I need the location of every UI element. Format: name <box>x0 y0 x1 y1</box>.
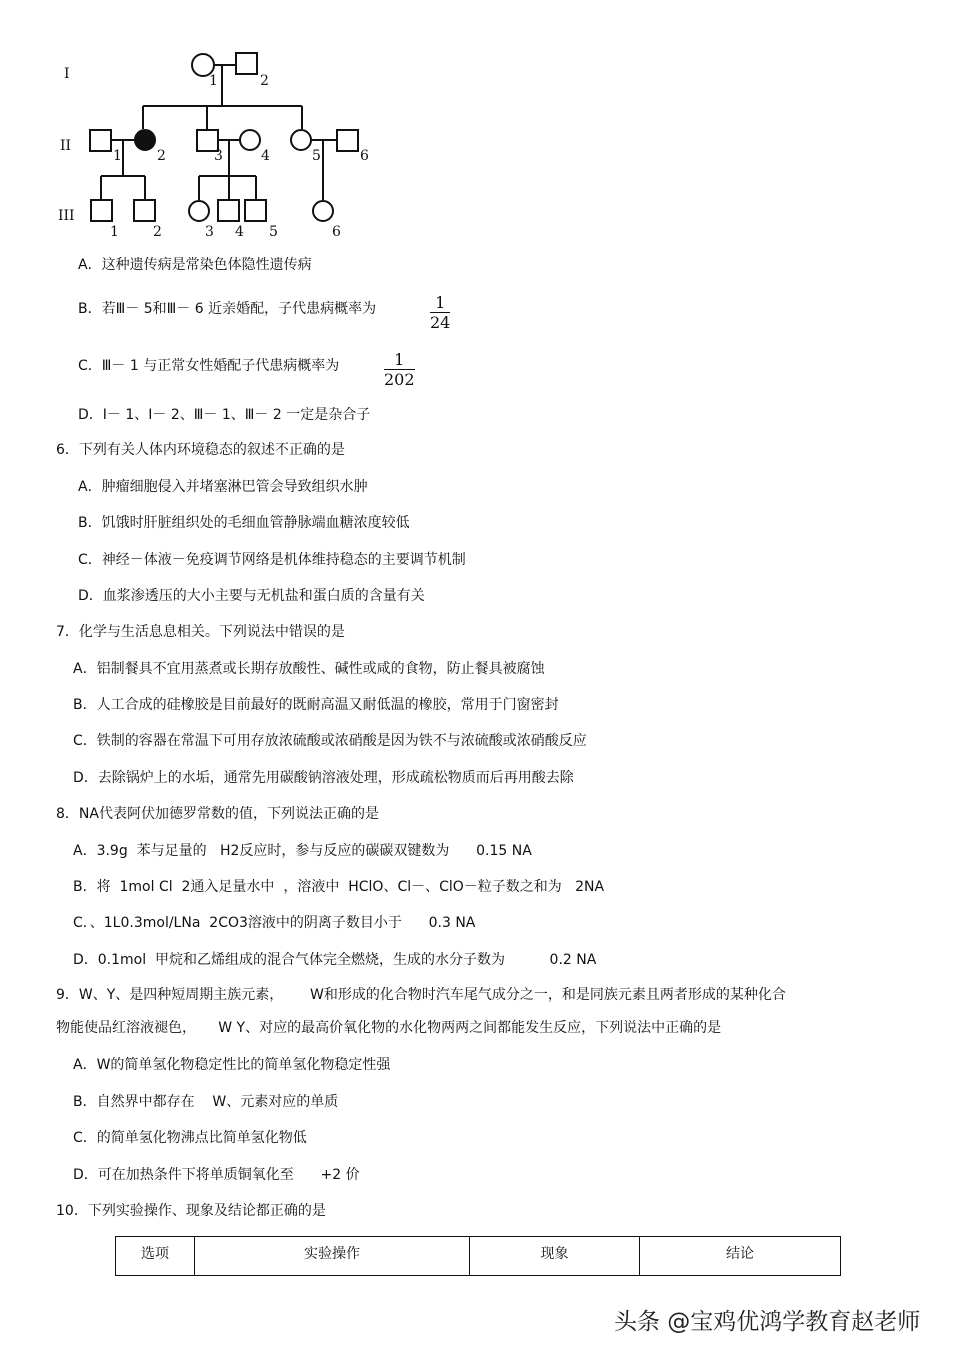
individual-number: 3 <box>205 224 214 240</box>
numerator: 1 <box>430 293 450 313</box>
q9-option-c: C．的简单氢化物沸点比简单氢化物低 <box>73 1130 307 1146</box>
q8-option-d: D．0.1mol 甲烷和乙烯组成的混合气体完全燃烧，生成的水分子数为 0.2 NA <box>73 952 597 968</box>
fraction-c <box>384 350 415 389</box>
denominator: 24 <box>430 313 451 332</box>
q6-stem: 6．下列有关人体内环境稳态的叙述不正确的是 <box>56 442 345 458</box>
q6-option-b: B．饥饿时肝脏组织处的毛细血管静脉端血糖浓度较低 <box>78 515 410 531</box>
pedigree-chart <box>0 0 400 245</box>
individual-number: 5 <box>269 224 278 240</box>
q9-option-d: D．可在加热条件下将单质铜氧化至 +2 价 <box>73 1167 360 1183</box>
individual-number: 5 <box>312 148 321 164</box>
q8-option-b: B．将 1mol Cl 2通入足量水中 ，溶液中 HClO、Cl－、ClO－粒子数之和为 2NA <box>73 879 605 895</box>
q8-stem: 8．NA代表阿伏加德罗常数的值，下列说法正确的是 <box>56 806 379 822</box>
q8-option-a: A．3.9g 苯与足量的 H2反应时，参与反应的碳碳双键数为 0.15 NA <box>73 843 532 859</box>
individual-number: 6 <box>332 224 341 240</box>
individual-number: 2 <box>260 73 269 89</box>
q10-stem: 10．下列实验操作、现象及结论都正确的是 <box>56 1203 326 1219</box>
q10-table <box>115 1236 841 1276</box>
q9-stem-cont: 物能使品红溶液褪色， W Y、对应的最高价氧化物的水化物两两之间都能发生反应，下列说法中正确的是 <box>56 1020 722 1036</box>
q7-option-b: B．人工合成的硅橡胶是目前最好的既耐高温又耐低温的橡胶，常用于门窗密封 <box>73 697 559 713</box>
q5-option-d: D．Ⅰ－ 1、Ⅰ－ 2、Ⅲ－ 1、Ⅲ－ 2 一定是杂合子 <box>78 407 371 423</box>
q7-stem: 7．化学与生活息息相关。下列说法中错误的是 <box>56 624 345 640</box>
individual-number: 1 <box>209 73 218 89</box>
q5-option-c: C．Ⅲ－ 1 与正常女性婚配子代患病概率为 <box>78 358 340 374</box>
individual-number: 1 <box>113 148 122 164</box>
q7-option-c: C．铁制的容器在常温下可用存放浓硫酸或浓硝酸是因为铁不与浓硫酸或浓硝酸反应 <box>73 733 587 749</box>
q6-option-c: C．神经－体液－免疫调节网络是机体维持稳态的主要调节机制 <box>78 552 466 568</box>
q7-option-d: D．去除锅炉上的水垢，通常先用碳酸钠溶液处理，形成疏松物质而后再用酸去除 <box>73 770 574 786</box>
q7-option-a: A．铝制餐具不宜用蒸煮或长期存放酸性、碱性或咸的食物，防止餐具被腐蚀 <box>73 661 545 677</box>
individual-number: 6 <box>360 148 369 164</box>
gen-label: I <box>64 66 70 82</box>
q9-option-a: A．W的简单氢化物稳定性比的简单氢化物稳定性强 <box>73 1057 391 1073</box>
gen-label: II <box>60 138 72 154</box>
individual-number: 4 <box>261 148 270 164</box>
table-header-row <box>116 1237 841 1276</box>
header-conclusion: 结论 <box>640 1237 841 1276</box>
watermark: 头条 @宝鸡优鸿学教育赵老师 <box>614 1309 921 1335</box>
q6-option-a: A．肿瘤细胞侵入并堵塞淋巴管会导致组织水肿 <box>78 479 368 495</box>
denominator: 202 <box>384 370 415 389</box>
q8-option-c: C．、1L0.3mol/LNa 2CO3溶液中的阴离子数目小于 0.3 NA <box>73 915 476 931</box>
fraction-b <box>430 293 450 332</box>
q9-option-b: B．自然界中都存在 W、元素对应的单质 <box>73 1094 339 1110</box>
individual-number: 4 <box>235 224 244 240</box>
individual-number: 2 <box>153 224 162 240</box>
gen-label: III <box>58 208 75 224</box>
individual-number: 2 <box>157 148 166 164</box>
header-operation: 实验操作 <box>195 1237 470 1276</box>
q5-option-b: B．若Ⅲ－ 5和Ⅲ－ 6 近亲婚配，子代患病概率为 <box>78 301 377 317</box>
numerator: 1 <box>384 350 415 370</box>
q6-option-d: D．血浆渗透压的大小主要与无机盐和蛋白质的含量有关 <box>78 588 425 604</box>
individual-number: 1 <box>110 224 119 240</box>
header-phenomenon: 现象 <box>470 1237 640 1276</box>
q9-stem: 9．W、Y、是四种短周期主族元素， W和形成的化合物时汽车尾气成分之一，和是同族元素且两者形成的某种化合 <box>56 987 786 1003</box>
header-option: 选项 <box>116 1237 195 1276</box>
q5-option-a: A．这种遗传病是常染色体隐性遗传病 <box>78 257 312 273</box>
individual-number: 3 <box>214 148 223 164</box>
